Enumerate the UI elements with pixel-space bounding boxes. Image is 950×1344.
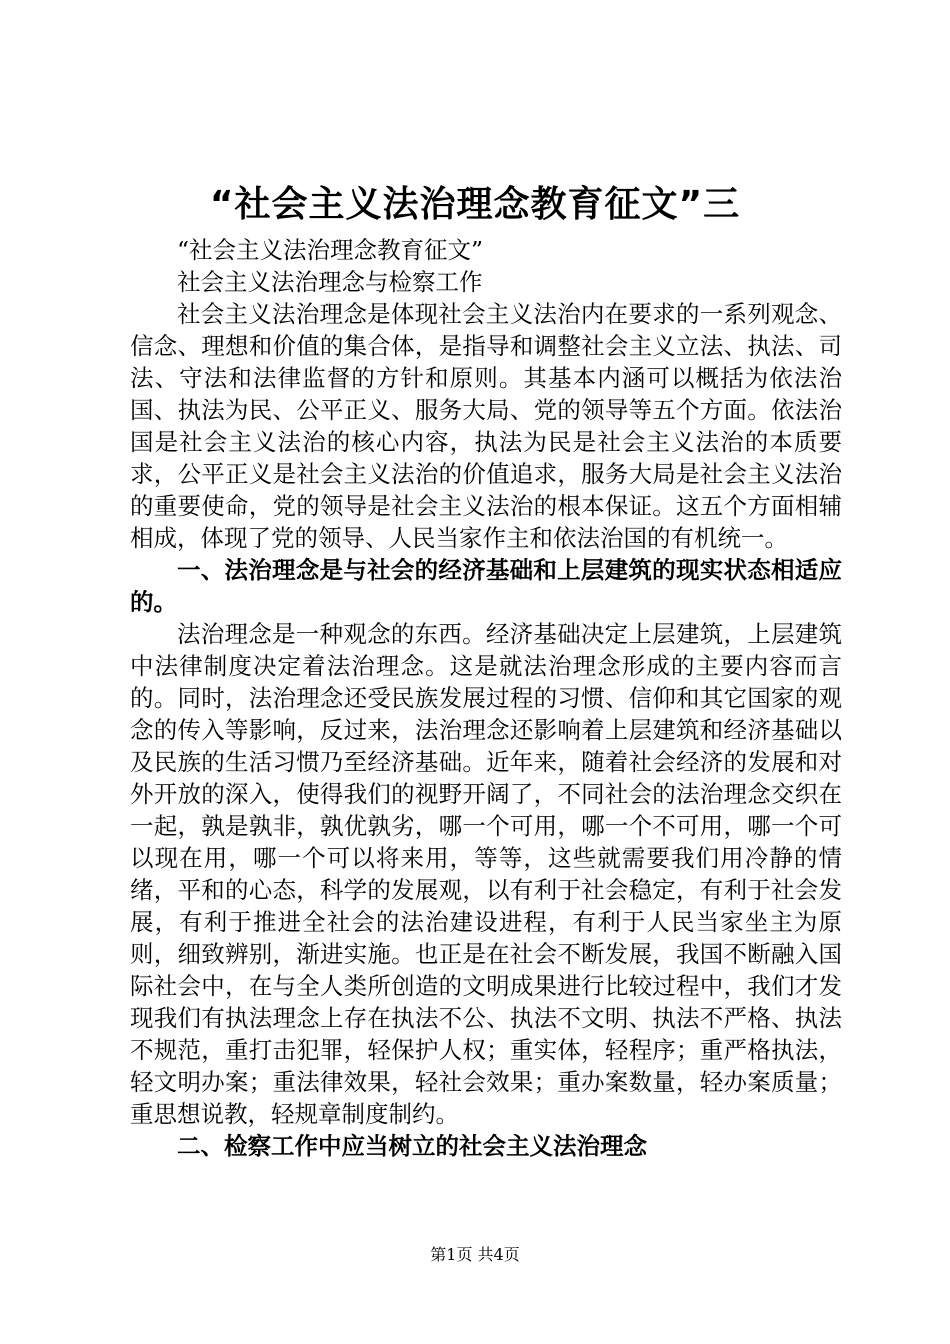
document-title: “社会主义法治理念教育征文”三 — [209, 184, 741, 225]
section-heading: 一、法治理念是与社会的经济基础和上层建筑的现实状态相适应的。 — [130, 556, 842, 616]
section-heading: 二、检察工作中应当树立的社会主义法治理念 — [177, 1132, 647, 1160]
subtitle-paragraph: 社会主义法治理念与检察工作 — [177, 268, 483, 296]
document-body — [130, 234, 842, 1162]
subtitle-paragraph: “社会主义法治理念教育征文” — [177, 236, 484, 264]
body-paragraph: 社会主义法治理念是体现社会主义法治内在要求的一系列观念、信念、理想和价值的集合体，是指导和调整社会主义立法、执法、司法、守法和法律监督的方针和原则。其基本内涵可以概括为依法治国、执法为民、公平正义、服务大局、党的领导等五个方面。依法治国是社会主义法治的核心内容，执法为民是社会主义法治的本质要求，公平正义是社会主义法治的价值追求，服务大局是社会主义法治的重要使命，党的领导是社会主义法治的根本保证。这五个方面相辅相成，体现了党的领导、人民当家作主和依法治国的有机统一。 — [130, 300, 842, 552]
body-paragraph: 法治理念是一种观念的东西。经济基础决定上层建筑，上层建筑中法律制度决定着法治理念。这是就法治理念形成的主要内容而言的。同时，法治理念还受民族发展过程的习惯、信仰和其它国家的观念的传入等影响，反过来，法治理念还影响着上层建筑和经济基础以及民族的生活习惯乃至经济基础。近年来，随着社会经济的发展和对外开放的深入，使得我们的视野开阔了，不同社会的法治理念交织在一起，孰是孰非，孰优孰劣，哪一个可用，哪一个不可用，哪一个可以现在用，哪一个可以将来用，等等，这些就需要我们用冷静的情绪，平和的心态，科学的发展观，以有利于社会稳定，有利于社会发展，有利于推进全社会的法治建设进程，有利于人民当家坐主为原则，细致辨别，渐进实施。也正是在社会不断发展，我国不断融入国际社会中，在与全人类所创造的文明成果进行比较过程中，我们才发现我们有执法理念上存在执法不公、执法不文明、执法不严格、执法不规范，重打击犯罪，轻保护人权；重实体，轻程序；重严格执法，轻文明办案；重法律效果，轻社会效果；重办案数量，轻办案质量；重思想说教，轻规章制度制约。 — [130, 620, 842, 1128]
page-footer: 第1页 共4页 — [430, 1245, 520, 1264]
